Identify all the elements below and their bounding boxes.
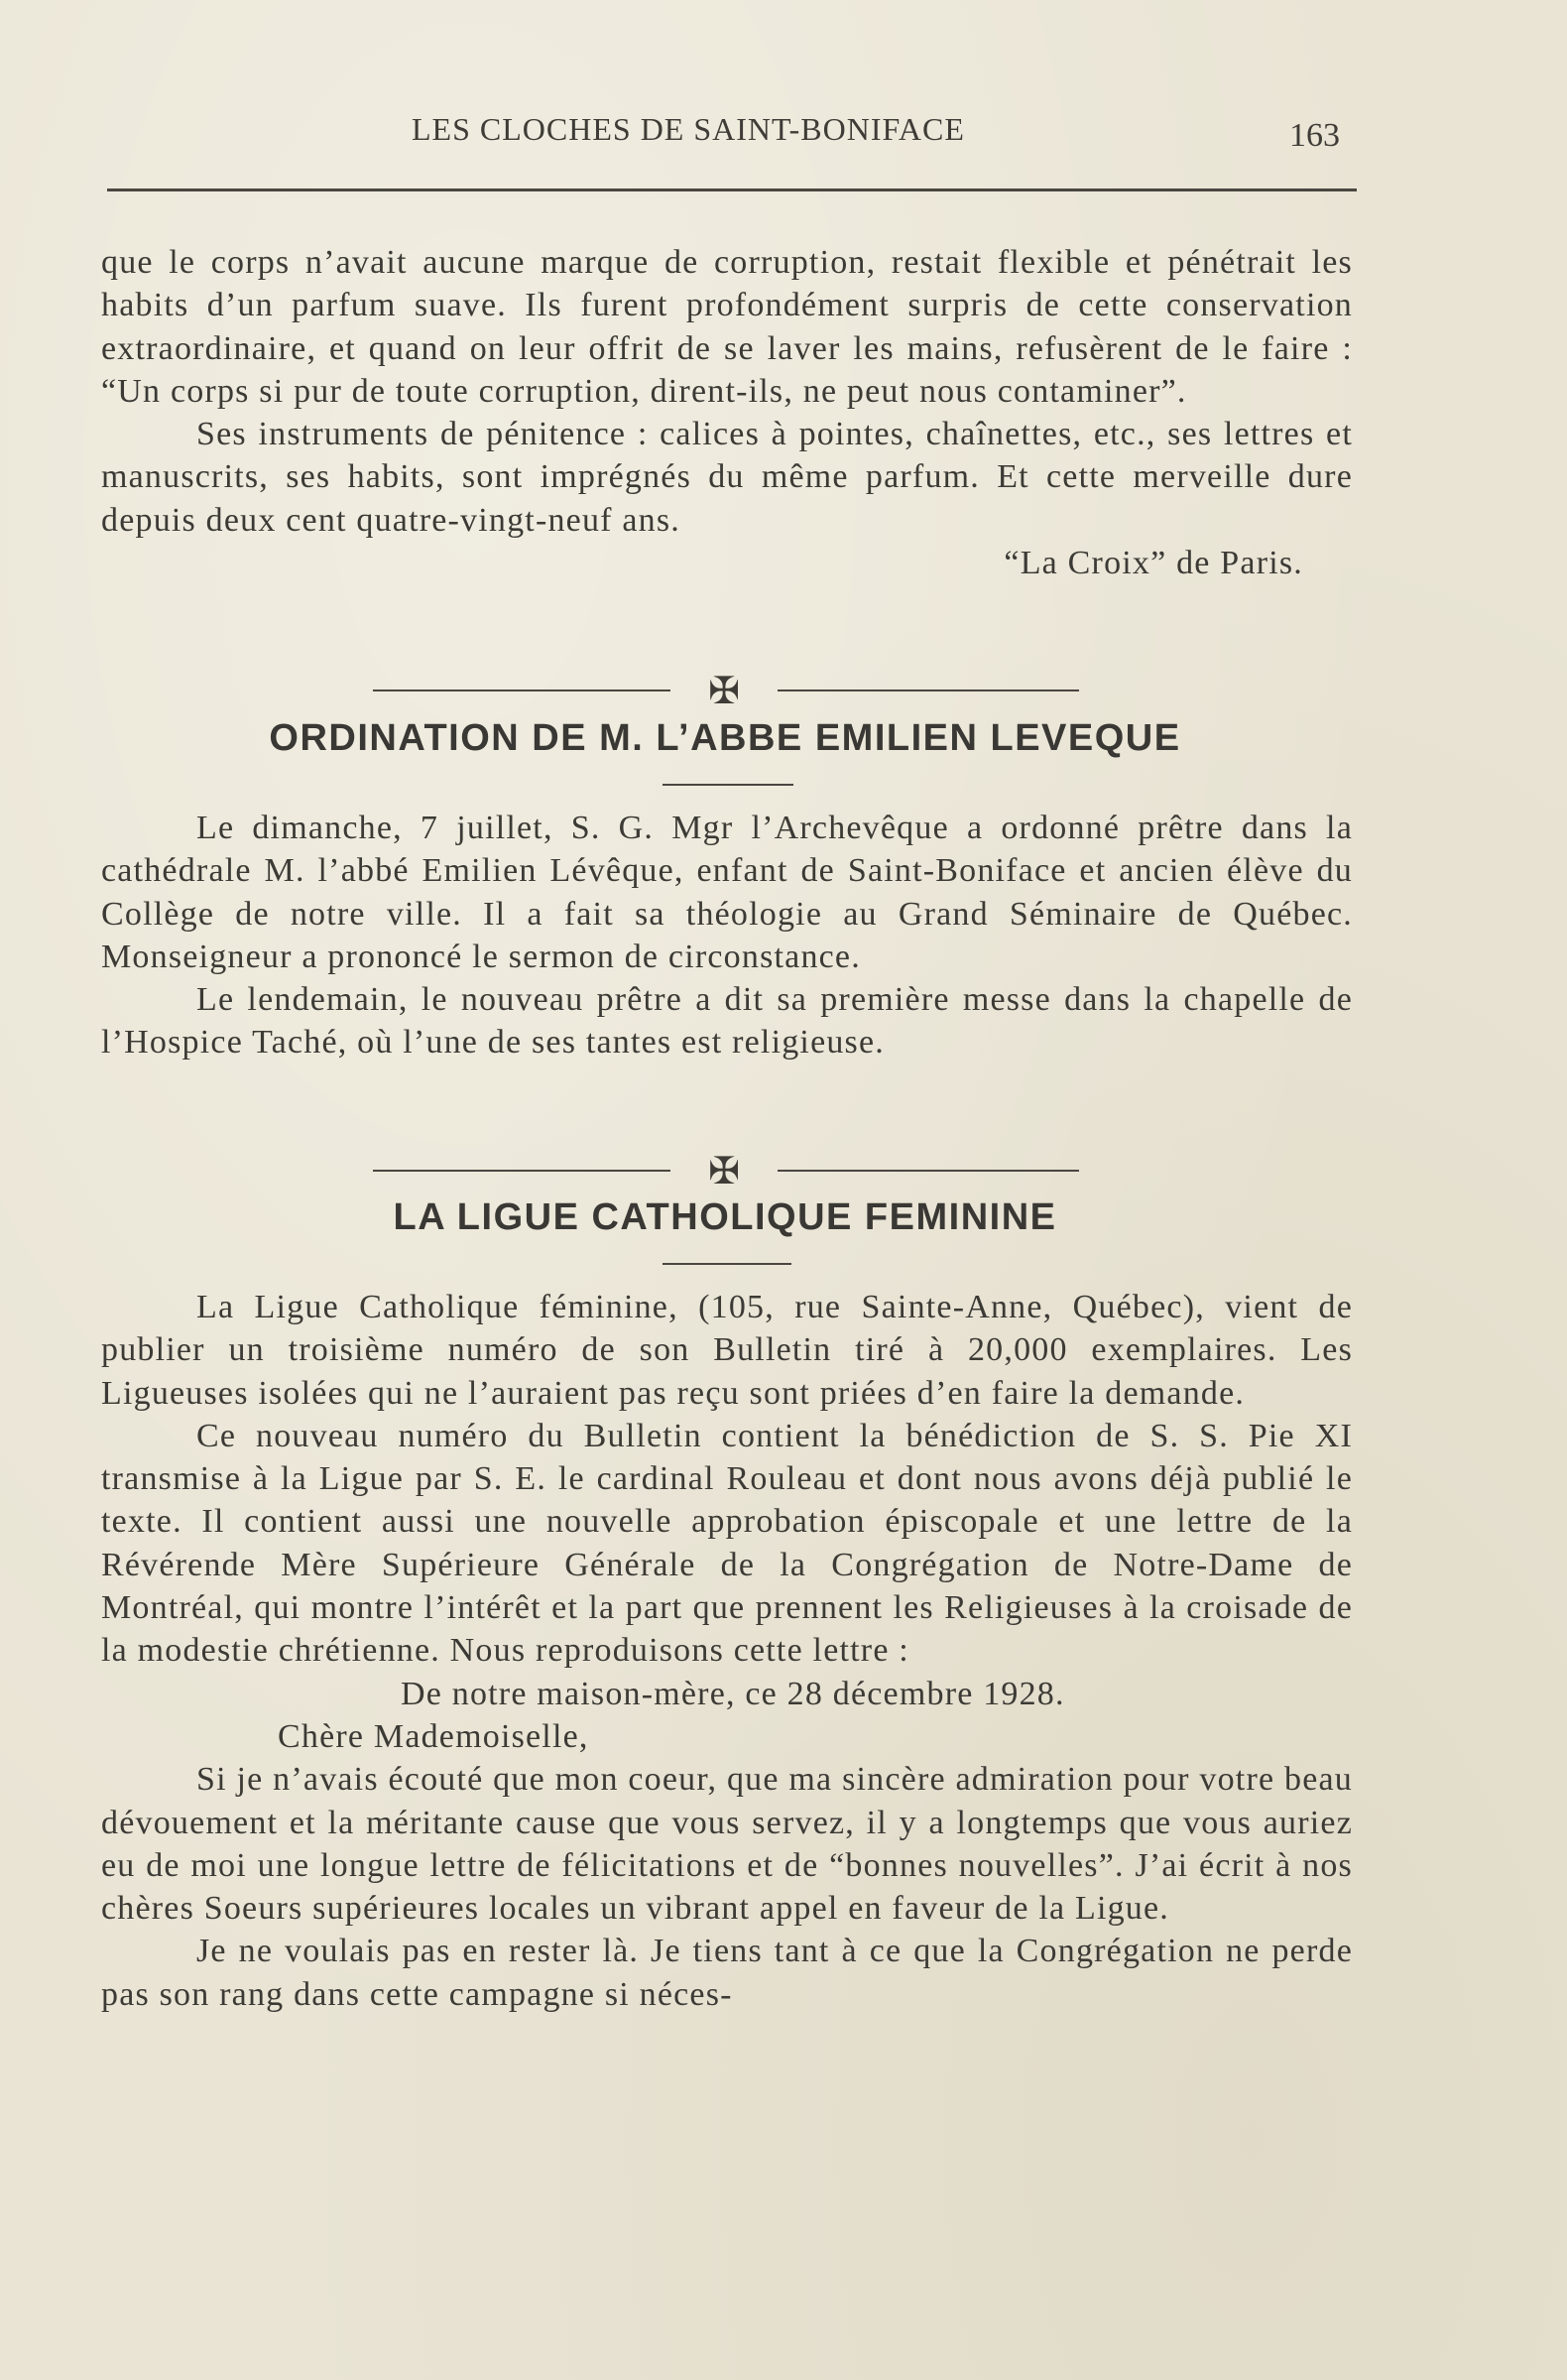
letter-dateline: De notre maison-mère, ce 28 décembre 1928. xyxy=(401,1675,1065,1712)
cross-ornament-icon: ✠ xyxy=(708,669,740,712)
divider-line-left xyxy=(373,1170,670,1172)
letter-salutation: Chère Mademoiselle, xyxy=(278,1717,589,1755)
running-title: LES CLOCHES DE SAINT-BONIFACE xyxy=(412,111,965,147)
letter-paragraph-1: Si je n’avais écouté que mon coeur, que ma sincère admiration pour votre beau dévouement et la méritante cause que vous servez, il y a longtemps que vous auriez eu de moi une longue lettre de félicitations et de “bonnes nouvelles”. J’ai écrit à nos chères Soeurs supérieures locales un vibrant appel en faveur de la Ligue. xyxy=(101,1761,1353,1928)
header-rule xyxy=(107,188,1357,191)
page-number: 163 xyxy=(1289,117,1340,154)
ligue-paragraph-2: Ce nouveau numéro du Bulletin contient la bénédiction de S. S. Pie XI transmise à la Ligue par S. E. le cardinal Rouleau et dont nous avons déjà publié le texte. Il contient aussi une nouvelle approbation épiscopale et une lettre de la Révérende Mère Supérieure Générale de la Congrégation de Notre-Dame de Montréal, qui montre l’intérêt et la part que prennent les Religieuses à la croisade de la modestie chrétienne. Nous reproduisons cette lettre : xyxy=(101,1417,1353,1670)
ligue-title: LA LIGUE CATHOLIQUE FEMININE xyxy=(393,1196,1057,1238)
section-divider-ornament xyxy=(373,1151,1079,1190)
ordination-paragraph-2: Le lendemain, le nouveau prêtre a dit sa première messe dans la chapelle de l’Hospice Taché, où l’une de ses tantes est religieuse. xyxy=(101,981,1353,1062)
intro-paragraph-1: que le corps n’avait aucune marque de corruption, restait flexible et pénétrait les habits d’un parfum suave. Ils furent profondément surpris de cette conservation extraordinaire, et quand on leur offrit de se laver les mains, refusèrent de le faire : “Un corps si pur de toute corruption, dirent-ils, ne peut nous contaminer”. xyxy=(101,244,1353,410)
ordination-section xyxy=(101,807,1353,1065)
section-divider-ornament xyxy=(373,671,1079,710)
ordination-paragraph-1: Le dimanche, 7 juillet, S. G. Mgr l’Archevêque a ordonné prêtre dans la cathédrale M. l’abbé Emilien Lévêque, enfant de Saint-Boniface et ancien élève du Collège de notre ville. Il a fait sa théologie au Grand Séminaire de Québec. Monseigneur a prononcé le sermon de circonstance. xyxy=(101,810,1353,975)
cross-ornament-icon: ✠ xyxy=(708,1149,740,1192)
title-underline-rule xyxy=(663,1263,791,1265)
divider-line-right xyxy=(778,689,1079,691)
divider-line-right xyxy=(778,1170,1079,1172)
ligue-paragraph-1: La Ligue Catholique féminine, (105, rue Sainte-Anne, Québec), vient de publier un troisième numéro de son Bulletin tiré à 20,000 exemplaires. Les Ligueuses isolées qui ne l’auraient pas reçu sont priées d’en faire la demande. xyxy=(101,1289,1353,1412)
intro-paragraph-2: Ses instruments de pénitence : calices à pointes, chaînettes, etc., ses lettres et manuscrits, ses habits, sont imprégnés du même parfum. Et cette merveille dure depuis deux cent quatre-vingt-neuf ans. xyxy=(101,416,1353,539)
letter-paragraph-2: Je ne voulais pas en rester là. Je tiens tant à ce que la Congrégation ne perde pas son rang dans cette campagne si néces- xyxy=(101,1933,1353,2013)
divider-line-left xyxy=(373,689,670,691)
title-underline-rule xyxy=(663,784,793,786)
intro-source: “La Croix” de Paris. xyxy=(1004,545,1303,582)
ligue-section xyxy=(101,1286,1353,2016)
intro-section xyxy=(101,241,1353,584)
ordination-title: ORDINATION DE M. L’ABBE EMILIEN LEVEQUE xyxy=(269,717,1181,759)
